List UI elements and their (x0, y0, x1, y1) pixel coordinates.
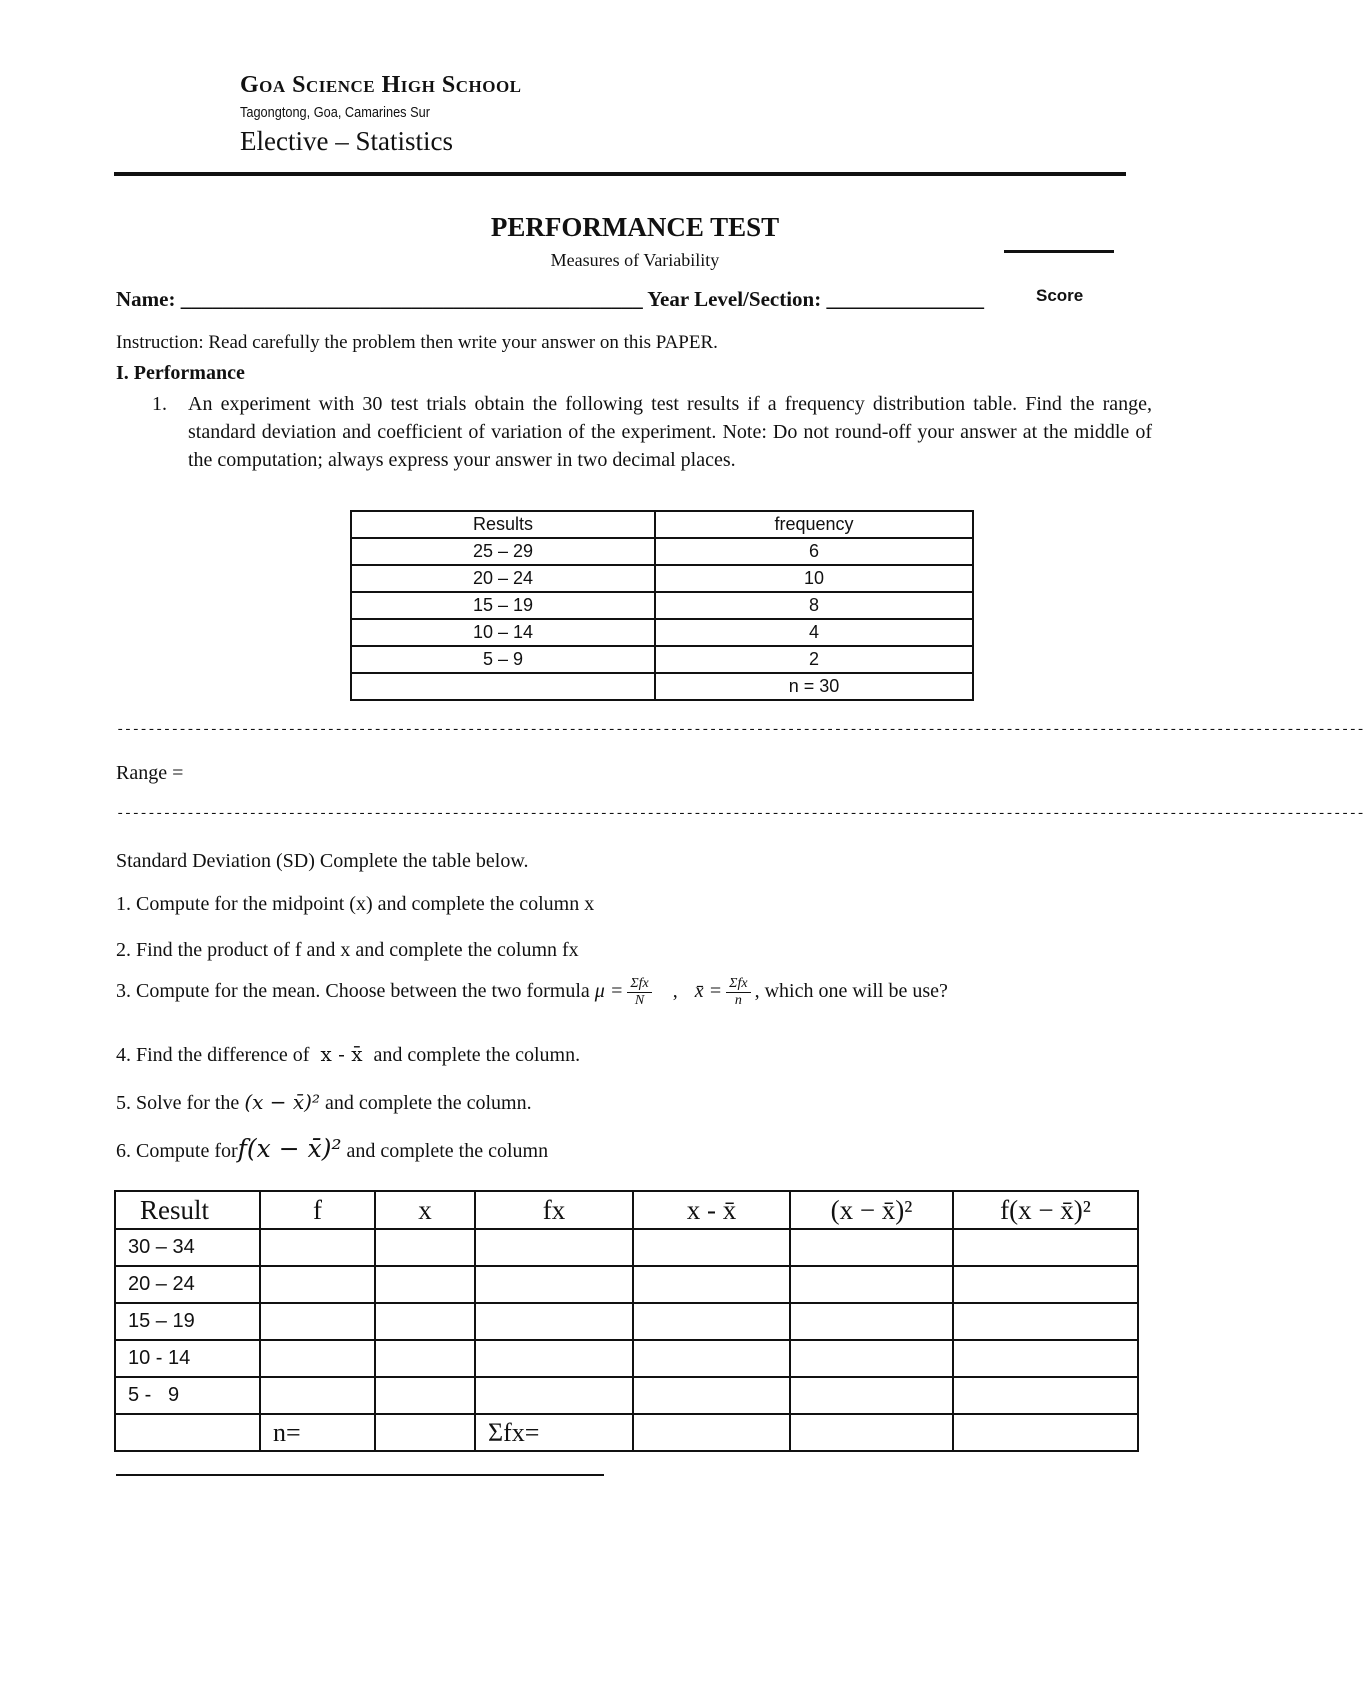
sd-intro: Standard Deviation (SD) Complete the table below. (116, 850, 529, 872)
step-4-text-end: and complete the column. (373, 1044, 581, 1066)
cell-frequency: 6 (655, 538, 973, 565)
header-result: Result (115, 1191, 260, 1229)
answer-cell[interactable] (633, 1303, 790, 1340)
step-4-expression: x - x̄ (320, 1042, 363, 1066)
answer-cell (953, 1414, 1138, 1451)
sd-table-header (115, 1191, 1138, 1229)
answer-cell[interactable] (475, 1229, 633, 1266)
formula-numerator: Σfx (726, 976, 750, 993)
answer-cell[interactable] (790, 1340, 953, 1377)
header-frequency: frequency (655, 511, 973, 538)
answer-cell[interactable] (953, 1377, 1138, 1414)
answer-cell[interactable] (375, 1414, 475, 1451)
answer-cell[interactable] (953, 1340, 1138, 1377)
problem-item (152, 390, 1152, 474)
cell-frequency: 8 (655, 592, 973, 619)
cell-results (351, 673, 655, 700)
school-address: Tagongtong, Goa, Camarines Sur (240, 104, 430, 121)
step-1: 1. Compute for the midpoint (x) and complete the column x (116, 893, 595, 915)
answer-cell[interactable] (475, 1340, 633, 1377)
header-deviation: x - x̄ (633, 1191, 790, 1229)
step-2: 2. Find the product of f and x and complete the column fx (116, 939, 579, 961)
table-row (351, 565, 973, 592)
answer-cell[interactable] (475, 1266, 633, 1303)
section-label: Year Level/Section: (647, 287, 822, 311)
table-row (115, 1377, 1138, 1414)
cell-result: 15 – 19 (115, 1303, 260, 1340)
cell-result: 10 - 14 (115, 1340, 260, 1377)
step-4 (116, 1042, 580, 1067)
xbar-symbol: x̄ = (694, 980, 723, 1003)
step-3-question: , which one will be use? (754, 980, 948, 1003)
problem-text: An experiment with 30 test trials obtain the following test results if a frequency distribution table. Find the range, standard deviation and coefficient of variation of the experiment. Note: Do not round-off your answer at the middle of the computation; always express your answer in two decimal places. (188, 393, 1152, 471)
bottom-rule (116, 1474, 604, 1476)
total-n[interactable]: n= (260, 1414, 375, 1451)
formula-denominator: N (634, 993, 645, 1008)
step-3 (116, 976, 948, 1009)
cell-results: 5 – 9 (351, 646, 655, 673)
score-line (1004, 250, 1114, 253)
cell-result: 5 - 9 (115, 1377, 260, 1414)
answer-cell[interactable] (375, 1340, 475, 1377)
sd-worksheet-table (114, 1190, 1139, 1452)
cell-frequency: 4 (655, 619, 973, 646)
cell-results: 20 – 24 (351, 565, 655, 592)
step-6 (116, 1134, 548, 1163)
header-squared-deviation: (x − x̄)² (790, 1191, 953, 1229)
section-field[interactable]: _______________ (826, 287, 984, 311)
answer-cell[interactable] (790, 1303, 953, 1340)
header-f: f (260, 1191, 375, 1229)
answer-cell[interactable] (375, 1266, 475, 1303)
step-5 (116, 1090, 532, 1115)
answer-cell[interactable] (790, 1266, 953, 1303)
subject-title: Elective – Statistics (240, 126, 453, 156)
answer-cell[interactable] (633, 1340, 790, 1377)
formula-separator: , (672, 980, 678, 1003)
header-weighted-squared-deviation: f(x − x̄)² (953, 1191, 1138, 1229)
answer-cell[interactable] (115, 1414, 260, 1451)
step-6-text: 6. Compute for (116, 1140, 238, 1162)
answer-cell[interactable] (260, 1303, 375, 1340)
formula-numerator: Σfx (627, 976, 651, 993)
test-subtitle: Measures of Variability (550, 250, 720, 270)
answer-cell (790, 1414, 953, 1451)
header-results: Results (351, 511, 655, 538)
step-4-text: 4. Find the difference of (116, 1044, 310, 1066)
formula-denominator: n (734, 993, 742, 1008)
cell-results: 25 – 29 (351, 538, 655, 565)
answer-cell[interactable] (475, 1303, 633, 1340)
cell-results: 10 – 14 (351, 619, 655, 646)
cell-total: n = 30 (655, 673, 973, 700)
dashed-separator: ---------------------------------------------------------------------------------------------------------------------------------------------------------------- (116, 722, 1364, 738)
answer-cell[interactable] (953, 1229, 1138, 1266)
cell-result: 20 – 24 (115, 1266, 260, 1303)
answer-cell[interactable] (375, 1377, 475, 1414)
cell-frequency: 10 (655, 565, 973, 592)
answer-cell[interactable] (633, 1377, 790, 1414)
answer-cell[interactable] (953, 1266, 1138, 1303)
header-x: x (375, 1191, 475, 1229)
total-fx[interactable]: Σfx= (475, 1414, 633, 1451)
score-label: Score (1036, 286, 1084, 305)
name-row (116, 287, 984, 312)
step-6-text-end: and complete the column (346, 1140, 549, 1162)
answer-cell[interactable] (260, 1340, 375, 1377)
school-name: Goa Science High School (240, 72, 522, 98)
table-row (351, 673, 973, 700)
table-row (115, 1303, 1138, 1340)
name-field[interactable]: ____________________________________________ (180, 287, 643, 311)
population-mean-formula (627, 976, 651, 1009)
table-row (115, 1266, 1138, 1303)
instruction: Instruction: Read carefully the problem then write your answer on this PAPER. (116, 332, 718, 353)
step-6-expression: f(x − x̄)² (237, 1134, 342, 1163)
step-5-text-end: and complete the column. (324, 1092, 532, 1114)
table-row (115, 1340, 1138, 1377)
name-label: Name: (116, 287, 176, 311)
answer-cell[interactable] (475, 1377, 633, 1414)
step-5-expression: (x − x̄)² (244, 1090, 320, 1114)
cell-frequency: 2 (655, 646, 973, 673)
answer-cell[interactable] (790, 1377, 953, 1414)
cell-results: 15 – 19 (351, 592, 655, 619)
part-heading: I. Performance (116, 362, 245, 384)
answer-cell[interactable] (633, 1414, 790, 1451)
step-5-text: 5. Solve for the (116, 1092, 240, 1114)
sample-mean-formula (726, 976, 750, 1009)
frequency-table-header (351, 511, 973, 538)
problem-number: 1. (152, 393, 167, 415)
cell-result: 30 – 34 (115, 1229, 260, 1266)
table-row (351, 619, 973, 646)
table-row (351, 538, 973, 565)
header-fx: fx (475, 1191, 633, 1229)
step-3-text: 3. Compute for the mean. Choose between the two formula (116, 980, 590, 1003)
dashed-separator: ---------------------------------------------------------------------------------------------------------------------------------------------------------------- (116, 806, 1364, 822)
answer-cell[interactable] (953, 1303, 1138, 1340)
answer-cell[interactable] (790, 1229, 953, 1266)
answer-cell[interactable] (260, 1377, 375, 1414)
answer-cell[interactable] (375, 1303, 475, 1340)
answer-cell[interactable] (260, 1266, 375, 1303)
mu-symbol: μ = (594, 980, 624, 1003)
table-row (351, 646, 973, 673)
answer-cell[interactable] (633, 1229, 790, 1266)
answer-cell[interactable] (260, 1229, 375, 1266)
answer-cell[interactable] (375, 1229, 475, 1266)
header-divider (114, 172, 1126, 176)
range-label: Range = (116, 762, 184, 784)
sd-table-total-row (115, 1414, 1138, 1451)
frequency-table (350, 510, 974, 701)
table-row (351, 592, 973, 619)
test-title: PERFORMANCE TEST (490, 212, 780, 242)
table-row (115, 1229, 1138, 1266)
answer-cell[interactable] (633, 1266, 790, 1303)
